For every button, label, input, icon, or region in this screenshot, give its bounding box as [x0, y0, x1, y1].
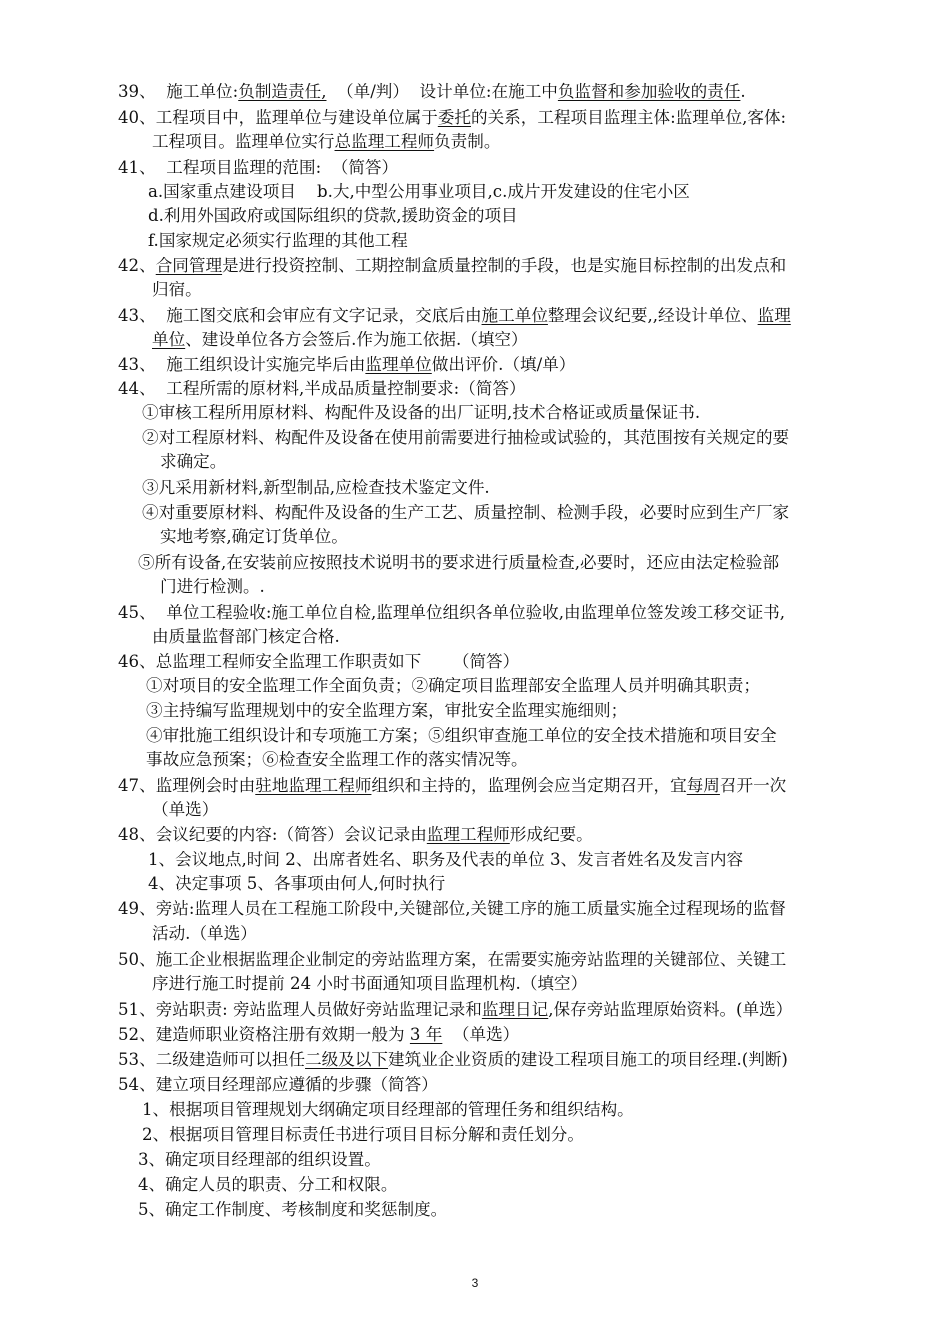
text-line — [146, 675, 760, 697]
text-segment: 54、建立项目经理部应遵循的步骤（简答） — [118, 1075, 438, 1094]
text-line — [118, 949, 786, 971]
text-line — [148, 205, 518, 227]
text-segment: 、建设单位各方会签后.作为施工依据.（填空） — [185, 330, 528, 349]
text-line — [152, 131, 500, 153]
text-segment: 做出评价.（填/单） — [431, 355, 576, 374]
text-line — [118, 999, 792, 1021]
text-segment: 41、 工程项目监理的范围: （简答） — [118, 158, 399, 177]
text-segment: 组织和主持的，监理例会应当定期召开，宜 — [371, 776, 687, 795]
text-line — [118, 651, 519, 673]
text-segment: 负责制。 — [434, 132, 501, 151]
text-segment: 3、确定项目经理部的组织设置。 — [138, 1150, 381, 1169]
text-segment: 1、根据项目管理规划大纲确定项目经理部的管理任务和组织结构。 — [142, 1100, 634, 1119]
text-segment: ⑤所有设备,在安装前应按照技术说明书的要求进行质量检查,必要时，还应由法定检验部 — [138, 553, 780, 572]
text-line — [148, 181, 690, 203]
underlined-answer: 负监督和参加验收的责任 — [557, 82, 741, 101]
text-line — [148, 849, 743, 871]
text-line — [148, 873, 445, 895]
text-segment: （单/判） 设计单位:在施工中 — [326, 82, 558, 101]
text-segment: 是进行投资控制、工期控制盒质量控制的手段，也是实施目标控制的出发点和 — [222, 256, 787, 275]
page-number: 3 — [471, 1276, 479, 1290]
text-segment: 门进行检测。. — [160, 577, 265, 596]
text-segment: 43、 施工组织设计实施完毕后由 — [118, 355, 366, 374]
text-segment: 形成纪要。 — [509, 825, 593, 844]
text-segment: 召开一次 — [719, 776, 787, 795]
text-segment: f.国家规定必须实行监理的其他工程 — [148, 231, 408, 250]
text-line — [142, 477, 490, 499]
text-line — [148, 230, 408, 252]
underlined-answer: 3 年 — [409, 1025, 443, 1044]
underlined-answer: 单位 — [152, 330, 186, 349]
text-line — [146, 700, 627, 722]
underlined-answer: 负制造责任, — [238, 82, 327, 101]
text-segment: （单选） — [152, 800, 219, 819]
text-segment: ④审批施工组织设计和专项施工方案；⑤组织审查施工单位的安全技术措施和项目安全 — [146, 726, 777, 745]
text-line — [142, 402, 700, 424]
text-segment: 建筑业企业资质的建设工程项目施工的项目经理.(判断) — [388, 1050, 788, 1069]
text-segment: 工程项目。监理单位实行 — [152, 132, 335, 151]
text-segment: 52、建造师职业资格注册有效期一般为 — [118, 1025, 410, 1044]
text-segment: 46、总监理工程师安全监理工作职责如下 （简答） — [118, 652, 520, 671]
text-segment: ③主持编写监理规划中的安全监理方案，审批安全监理实施细则； — [146, 701, 628, 720]
underlined-answer: 委托 — [437, 108, 471, 127]
underlined-answer: 监理日记 — [481, 1000, 549, 1019]
text-line — [152, 279, 202, 301]
text-segment: 归宿。 — [152, 280, 202, 299]
text-line — [142, 502, 789, 524]
text-line — [146, 725, 777, 747]
underlined-answer: 总监理工程师 — [334, 132, 435, 151]
text-segment: 4、确定人员的职责、分工和权限。 — [138, 1175, 398, 1194]
text-line — [118, 255, 786, 277]
text-line — [142, 1124, 584, 1146]
text-line — [138, 1149, 381, 1171]
text-line — [160, 576, 265, 598]
underlined-answer: 每周 — [686, 776, 720, 795]
text-segment: 39、 施工单位: — [118, 82, 239, 101]
text-segment: ①审核工程所用原材料、构配件及设备的出厂证明,技术合格证或质量保证书. — [142, 403, 701, 422]
text-line — [142, 1099, 634, 1121]
text-segment: 实地考察,确定订货单位。 — [160, 527, 348, 546]
text-line — [118, 107, 786, 129]
text-segment: 47、监理例会时由 — [118, 776, 256, 795]
text-segment: 40、工程项目中，监理单位与建设单位属于 — [118, 108, 438, 127]
text-segment: 2、根据项目管理目标责任书进行项目目标分解和责任划分。 — [142, 1125, 584, 1144]
text-segment: （单选） — [442, 1025, 520, 1044]
text-line — [138, 1199, 447, 1221]
underlined-answer: 施工单位 — [481, 306, 548, 325]
text-segment: 49、旁站:监理人员在工程施工阶段中,关键部位,关键工序的施工质量实施全过程现场的监督 — [118, 899, 786, 918]
text-segment: 51、旁站职责: 旁站监理人员做好旁站监理记录和 — [118, 1000, 482, 1019]
text-line — [142, 427, 789, 449]
text-line — [118, 1024, 519, 1046]
text-segment: 事故应急预案；⑥检查安全监理工作的落实情况等。 — [146, 750, 528, 769]
text-line — [118, 775, 786, 797]
text-line — [152, 799, 218, 821]
text-segment: 50、施工企业根据监理企业制定的旁站监理方案，在需要实施旁站监理的关键部位、关键工 — [118, 950, 787, 969]
text-segment: 48、会议纪要的内容:（简答）会议记录由 — [118, 825, 427, 844]
text-segment: . — [740, 82, 746, 101]
text-segment: 1、会议地点,时间 2、出席者姓名、职务及代表的单位 3、发言者姓名及发言内容 — [148, 850, 744, 869]
text-line — [118, 157, 398, 179]
text-line — [146, 749, 528, 771]
text-segment: 由质量监督部门核定合格. — [152, 627, 340, 646]
text-segment: ,保存旁站监理原始资料。(单选） — [548, 1000, 793, 1019]
text-line — [160, 451, 226, 473]
text-line — [138, 1174, 397, 1196]
text-line — [118, 1049, 788, 1071]
text-segment: 44、 工程所需的原材料,半成品质量控制要求:（简答） — [118, 379, 526, 398]
underlined-answer: 驻地监理工程师 — [255, 776, 372, 795]
text-segment: 43、 施工图交底和会审应有文字记录，交底后由 — [118, 306, 482, 325]
underlined-answer: 监理 — [757, 306, 791, 325]
text-segment: a.国家重点建设项目 b.大,中型公用事业项目,c.成片开发建设的住宅小区 — [148, 182, 690, 201]
text-line — [118, 305, 791, 327]
text-line — [118, 824, 593, 846]
text-line — [138, 552, 779, 574]
text-segment: 4、决定事项 5、各事项由何人,何时执行 — [148, 874, 446, 893]
text-segment: 活动.（单选） — [152, 924, 257, 943]
text-segment: 整理会议纪要,,经设计单位、 — [547, 306, 758, 325]
text-line — [118, 81, 746, 103]
text-segment: 的关系，工程项目监理主体:监理单位,客体: — [471, 108, 787, 127]
text-segment: 求确定。 — [160, 452, 227, 471]
text-line — [118, 354, 575, 376]
text-line — [118, 1074, 438, 1096]
underlined-answer: 合同管理 — [155, 256, 223, 275]
text-line — [152, 973, 587, 995]
text-line — [118, 378, 526, 400]
text-segment: ②对工程原材料、构配件及设备在使用前需要进行抽检或试验的，其范围按有关规定的要 — [142, 428, 790, 447]
text-line — [152, 626, 340, 648]
text-line — [152, 329, 528, 351]
text-segment: ④对重要原材料、构配件及设备的生产工艺、质量控制、检测手段，必要时应到生产厂家 — [142, 503, 790, 522]
text-segment: 42、 — [118, 256, 156, 275]
text-segment: d.利用外国政府或国际组织的贷款,援助资金的项目 — [148, 206, 518, 225]
text-line — [118, 898, 786, 920]
text-segment: ①对项目的安全监理工作全面负责；②确定项目监理部安全监理人员并明确其职责； — [146, 676, 760, 695]
text-line — [160, 526, 348, 548]
text-segment: ③凡采用新材料,新型制品,应检查技术鉴定文件. — [142, 478, 490, 497]
text-line — [152, 923, 257, 945]
text-segment: 53、二级建造师可以担任 — [118, 1050, 306, 1069]
text-line — [118, 602, 785, 624]
text-segment: 45、 单位工程验收:施工单位自检,监理单位组织各单位验收,由监理单位签发竣工移交证书, — [118, 603, 786, 622]
underlined-answer: 监理工程师 — [426, 825, 510, 844]
text-segment: 5、确定工作制度、考核制度和奖惩制度。 — [138, 1200, 448, 1219]
underlined-answer: 监理单位 — [365, 355, 432, 374]
text-segment: 序进行施工时提前 24 小时书面通知项目监理机构.（填空） — [152, 974, 588, 993]
underlined-answer: 二级及以下 — [305, 1050, 389, 1069]
